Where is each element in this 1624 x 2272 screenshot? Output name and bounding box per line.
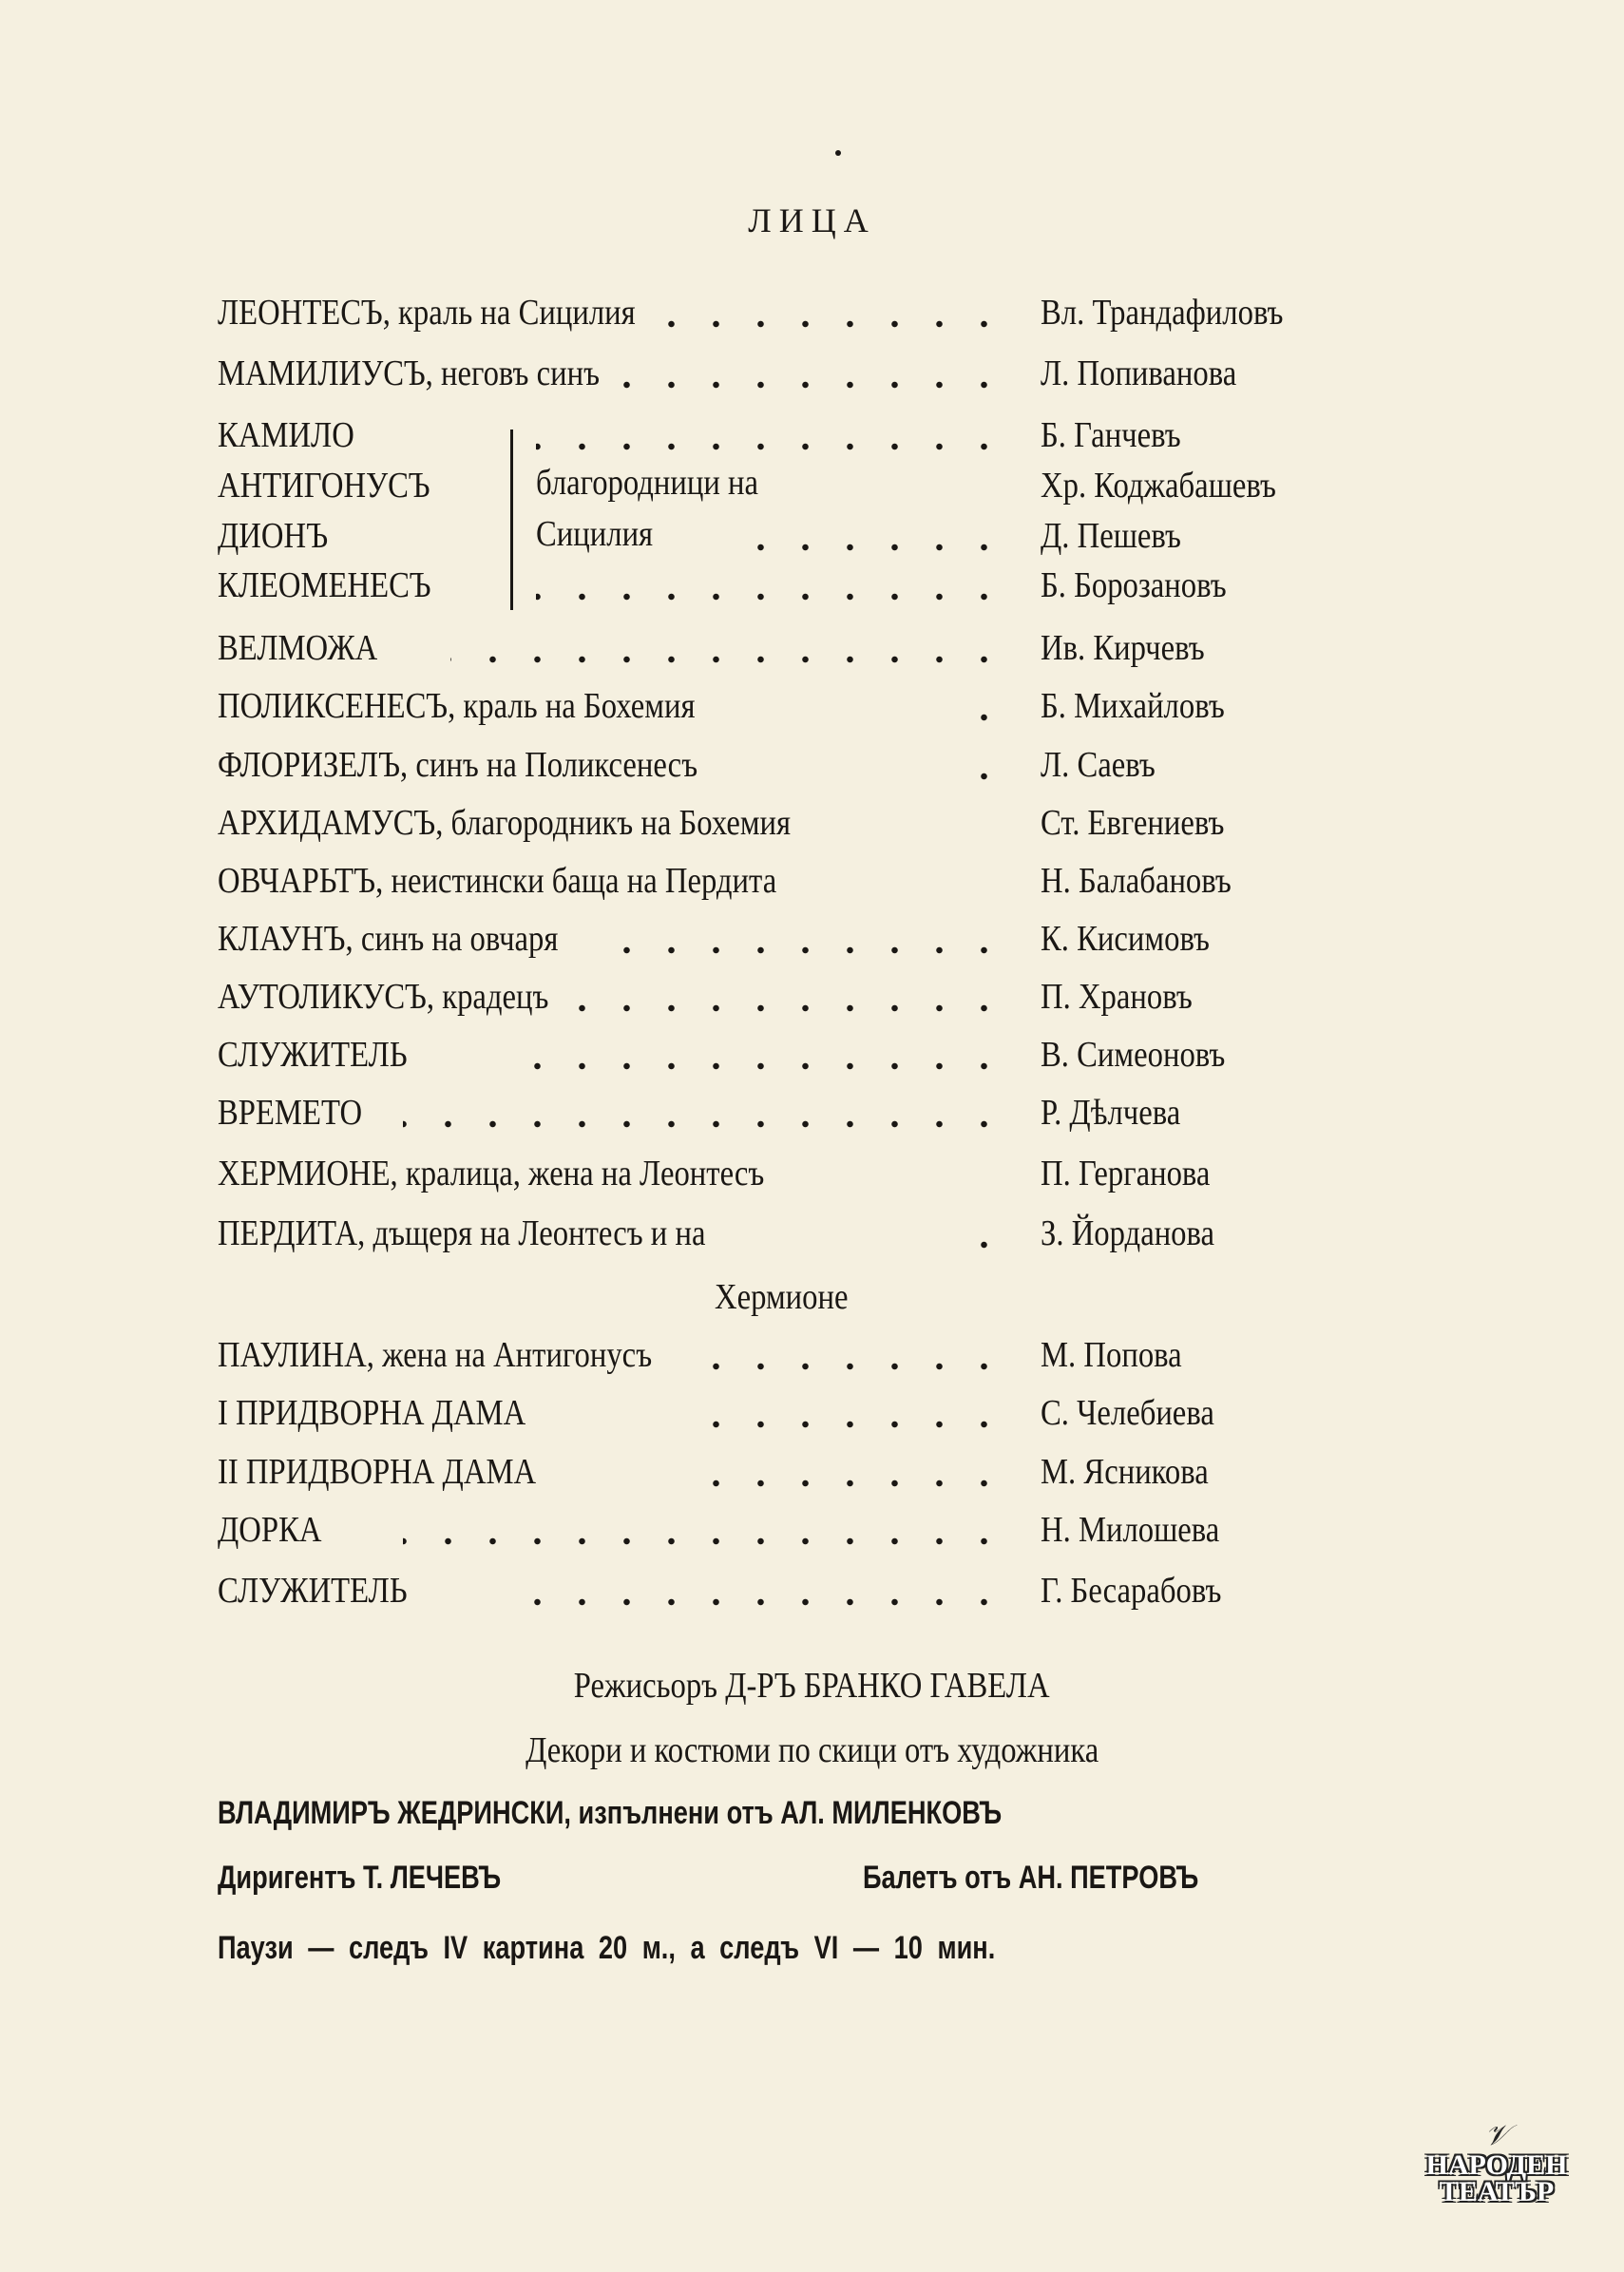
role-name: СЛУЖИТЕЛЬ	[218, 1035, 408, 1075]
dot-leader	[683, 1421, 1006, 1428]
role-name: АНТИГОНУСЪ	[218, 466, 430, 506]
dot-leader	[503, 1062, 1006, 1070]
dot-leader	[683, 1363, 1006, 1370]
actor-name: Вл. Трандафиловъ	[1041, 293, 1284, 333]
dot-leader	[536, 443, 1006, 450]
actor-name: К. Кисимовъ	[1041, 919, 1210, 959]
cast-row	[218, 1392, 1567, 1440]
actor-name: М. Попова	[1041, 1335, 1182, 1375]
logo-line-1: НАРОДЕН	[1425, 2149, 1568, 2181]
role-name: ДОРКА	[218, 1510, 322, 1550]
dot-leader	[954, 773, 1006, 780]
role-name: АРХИДАМУСЪ, благородникъ на Бохемия	[218, 803, 792, 843]
dot-leader	[450, 656, 1006, 663]
actor-name: Р. Дѣлчева	[1041, 1093, 1181, 1133]
dot-leader	[403, 1537, 1006, 1545]
actor-name: В. Симеоновъ	[1041, 1035, 1226, 1075]
decor-line	[0, 1729, 1624, 1771]
nobles-description-2: Сицилия	[536, 514, 654, 554]
cast-row	[218, 465, 1567, 512]
dot-leader	[503, 1598, 1006, 1606]
perdita-continuation: Хермионе	[715, 1277, 849, 1317]
director-line	[0, 1665, 1624, 1707]
role-name: I ПРИДВОРНА ДАМА	[218, 1393, 526, 1433]
nobles-description: благородници на	[536, 463, 759, 503]
role-name: ДИОНЪ	[218, 516, 329, 556]
cast-row	[218, 292, 1567, 339]
cast-row	[218, 918, 1567, 965]
cast-row	[218, 976, 1567, 1023]
logo-signature: 𝒱	[1484, 2119, 1509, 2152]
cast-row	[218, 1212, 1567, 1260]
cast-row	[218, 1092, 1567, 1139]
actor-name: З. Йорданова	[1041, 1213, 1215, 1253]
artist-line	[218, 1795, 1197, 1832]
dot-leader	[664, 320, 1006, 328]
dot-leader	[598, 946, 1006, 954]
role-name: СЛУЖИТЕЛЬ	[218, 1571, 408, 1611]
cast-row	[218, 1570, 1567, 1617]
cast-row	[218, 414, 1567, 462]
logo-line-2: ТЕАТЪР	[1439, 2176, 1555, 2207]
dot-leader	[403, 1120, 1006, 1128]
cast-row	[218, 860, 1567, 907]
role-name: КАМИЛО	[218, 415, 354, 455]
actor-name: П. Храновъ	[1041, 977, 1193, 1017]
actor-name: Н. Милошева	[1041, 1510, 1220, 1550]
pauses-text: Паузи — следъ IV картина 20 м., а следъ VI — 10 мин.	[218, 1930, 996, 1966]
actor-name: Л. Попиванова	[1041, 353, 1237, 393]
dot-leader	[536, 593, 1006, 601]
role-name: ХЕРМИОНЕ, кралица, жена на Леонтесъ	[218, 1154, 765, 1193]
role-name: ВЕЛМОЖА	[218, 628, 378, 668]
actor-name: М. Ясникова	[1041, 1452, 1209, 1492]
conductor-text: Диригентъ Т. ЛЕЧЕВЪ	[218, 1860, 502, 1896]
director-text: Режисьоръ Д-РЪ БРАНКО ГАВЕЛА	[574, 1666, 1050, 1706]
dot-leader	[579, 1004, 1006, 1012]
role-name: ПАУЛИНА, жена на Антигонусъ	[218, 1335, 653, 1375]
actor-name: Л. Саевъ	[1041, 745, 1156, 785]
dot-leader	[954, 714, 1006, 721]
actor-name: С. Челебиева	[1041, 1393, 1214, 1433]
national-theatre-logo	[1416, 2119, 1577, 2205]
cast-row	[218, 1334, 1567, 1382]
actor-name: Б. Михайловъ	[1041, 686, 1225, 726]
cast-row	[218, 1153, 1567, 1200]
role-name: ВРЕМЕТО	[218, 1093, 363, 1133]
role-name: ПОЛИКСЕНЕСЪ, краль на Бохемия	[218, 686, 696, 726]
role-name: ПЕРДИТА, дъщеря на Леонтесъ и на	[218, 1213, 706, 1253]
cast-row	[218, 515, 1567, 563]
nobles-brace	[510, 430, 521, 610]
conductor-line	[218, 1860, 572, 1897]
role-name: ОВЧАРЬТЪ, неистински баща на Пердита	[218, 861, 777, 901]
role-name: КЛЕОМЕНЕСЪ	[218, 565, 431, 605]
pauses-line	[218, 1930, 1190, 1967]
cast-row	[218, 744, 1567, 792]
actor-name: Б. Борозановъ	[1041, 565, 1227, 605]
actor-name: Ив. Кирчевъ	[1041, 628, 1205, 668]
cast-row	[218, 1034, 1567, 1081]
dot-leader	[949, 1241, 1006, 1249]
dot-leader	[745, 544, 1006, 551]
role-name: КЛАУНЪ, синъ на овчаря	[218, 919, 559, 959]
dot-leader	[617, 381, 1006, 389]
actor-name: Ст. Евгениевъ	[1041, 803, 1225, 843]
role-name: АУТОЛИКУСЪ, крадецъ	[218, 977, 549, 1017]
actor-name: Б. Ганчевъ	[1041, 415, 1181, 455]
cast-row	[218, 353, 1567, 400]
role-name: МАМИЛИУСЪ, неговъ синъ	[218, 353, 600, 393]
cast-row	[218, 1451, 1567, 1499]
cast-row	[218, 685, 1567, 733]
actor-name: Г. Бесарабовъ	[1041, 1571, 1222, 1611]
ballet-text: Балетъ отъ АН. ПЕТРОВЪ	[863, 1860, 1199, 1896]
actor-name: Хр. Коджабашевъ	[1041, 466, 1276, 506]
actor-name: П. Герганова	[1041, 1154, 1211, 1193]
actor-name: Н. Балабановъ	[1041, 861, 1232, 901]
role-name: II ПРИДВОРНА ДАМА	[218, 1452, 537, 1492]
actor-name: Д. Пешевъ	[1041, 516, 1181, 556]
ballet-line	[863, 1860, 1283, 1897]
decor-text: Декори и костюми по скици отъ художника	[525, 1730, 1099, 1770]
artist-text: ВЛАДИМИРЪ ЖЕДРИНСКИ, изпълнени отъ АЛ. МИЛЕНКОВЪ	[218, 1795, 1003, 1831]
cast-row	[218, 1509, 1567, 1556]
role-name: ЛЕОНТЕСЪ, краль на Сицилия	[218, 293, 636, 333]
role-name: ФЛОРИЗЕЛЪ, синъ на Поликсенесъ	[218, 745, 698, 785]
page-title: ЛИЦА	[748, 201, 876, 239]
cast-row	[218, 627, 1567, 675]
cast-row	[218, 564, 1567, 612]
cast-row	[218, 802, 1567, 850]
dot-leader	[683, 1480, 1006, 1487]
page-dot	[835, 150, 841, 156]
